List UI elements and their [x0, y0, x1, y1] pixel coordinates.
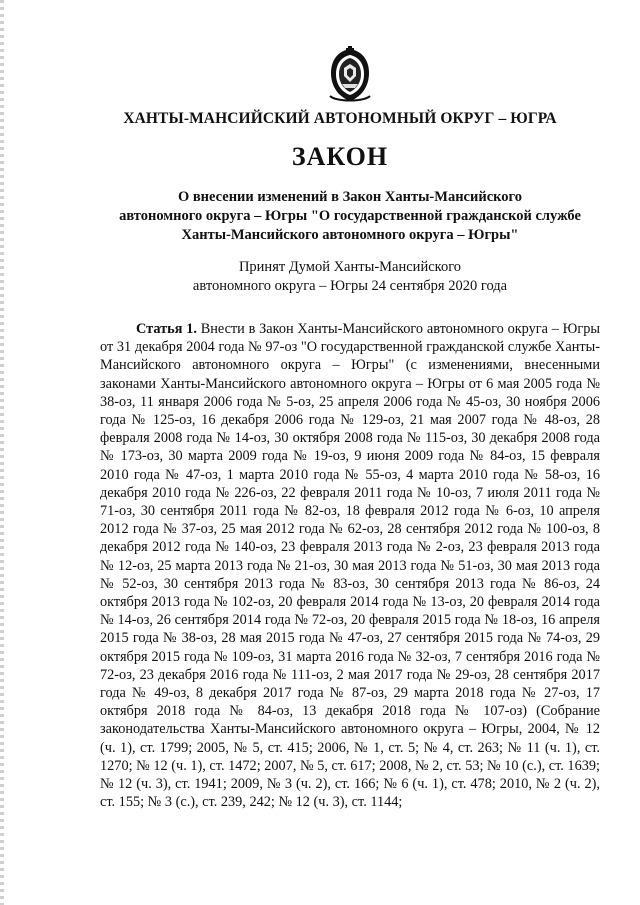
adoption-note-line: автономного округа – Югры 24 сентября 2020 года: [192, 278, 508, 294]
law-title: [100, 188, 600, 245]
adoption-note: [150, 258, 550, 296]
coat-of-arms-icon: [322, 46, 378, 104]
region-heading: ХАНТЫ-МАНСИЙСКИЙ АВТОНОМНЫЙ ОКРУГ – ЮГРА: [123, 110, 557, 127]
article-1-paragraph: [100, 320, 600, 811]
scan-binding-edge: [0, 0, 4, 905]
document-type-heading: ЗАКОН: [291, 142, 389, 171]
law-title-line: Ханты-Мансийского автономного округа – Югры": [181, 227, 519, 243]
law-title-line: О внесении изменений в Закон Ханты-Мансийского: [177, 189, 523, 205]
article-label: Статья 1.: [136, 321, 197, 337]
article-text: Внести в Закон Ханты-Мансийского автономного округа – Югры от 31 декабря 2004 года № 97-оз "О государственной гражданской службе Ханты-Мансийского автономного округа – Югры" (с изменениями, внесенными законами Ханты-Мансийского автономного округа – Югры от 6 мая 2005 года № 38-оз, 11 января 2006 года № 5-оз, 25 апреля 2006 года № 45-оз, 30 ноября 2006 года № 125-оз, 16 декабря 2006 года № 129-оз, 21 мая 2007 года № 48-оз, 28 февраля 2008 года № 14-оз, 30 октября 2008 года № 115-оз, 30 декабря 2008 года № 173-оз, 30 марта 2009 года № 19-оз, 9 июня 2009 года № 84-оз, 15 февраля 2010 года № 47-оз, 1 марта 2010 года № 55-оз, 4 марта 2010 года № 58-оз, 16 декабря 2010 года № 226-оз, 22 февраля 2011 года № 10-оз, 7 июля 2011 года № 71-оз, 30 сентября 2011 года № 82-оз, 18 февраля 2012 года № 6-оз, 10 апреля 2012 года № 37-оз, 25 мая 2012 года № 62-оз, 28 сентября 2012 года № 100-оз, 8 декабря 2012 года № 140-оз, 23 февраля 2013 года № 2-оз, 23 февраля 2013 года № 12-оз, 25 марта 2013 года № 21-оз, 30 мая 2013 года № 51-оз, 30 мая 2013 года № 52-оз, 30 сентября 2013 года № 83-оз, 30 сентября 2013 года № 86-оз, 24 октября 2013 года № 102-оз, 20 февраля 2014 года № 13-оз, 20 февраля 2014 года № 14-оз, 26 сентября 2014 года № 72-оз, 20 февраля 2015 года № 18-оз, 16 апреля 2015 года № 38-оз, 28 мая 2015 года № 47-оз, 27 сентября 2015 года № 74-оз, 29 октября 2015 года № 109-оз, 31 марта 2016 года № 32-оз, 7 сентября 2016 года № 72-оз, 23 декабря 2016 года № 111-оз, 2 мая 2017 года № 29-оз, 28 сентября 2017 года № 49-оз, 8 декабря 2017 года № 87-оз, 29 марта 2018 года № 27-оз, 17 октября 2018 года № 84-оз, 13 декабря 2018 года № 107-оз) (Собрание законодательства Ханты-Мансийского автономного округа – Югры, 2004, № 12 (ч. 1), ст. 1799; 2005, № 5, ст. 415; 2006, № 1, ст. 5; № 4, ст. 263; № 11 (ч. 1), ст. 1270; № 12 (ч. 1), ст. 1472; 2007, № 5, ст. 617; 2008, № 2, ст. 53; № 10 (с.), ст. 1639; № 12 (ч. 3), ст. 1941; 2009, № 3 (ч. 2), ст. 166; № 6 (ч. 1), ст. 478; 2010, № 2 (ч. 2), ст. 155; № 3 (с.), ст. 239, 242; № 12 (ч. 3), ст. 1144;: [100, 321, 600, 811]
law-title-line: автономного округа – Югры "О государственной гражданской службе: [119, 208, 581, 224]
adoption-note-line: Принят Думой Ханты-Мансийского: [238, 259, 462, 275]
